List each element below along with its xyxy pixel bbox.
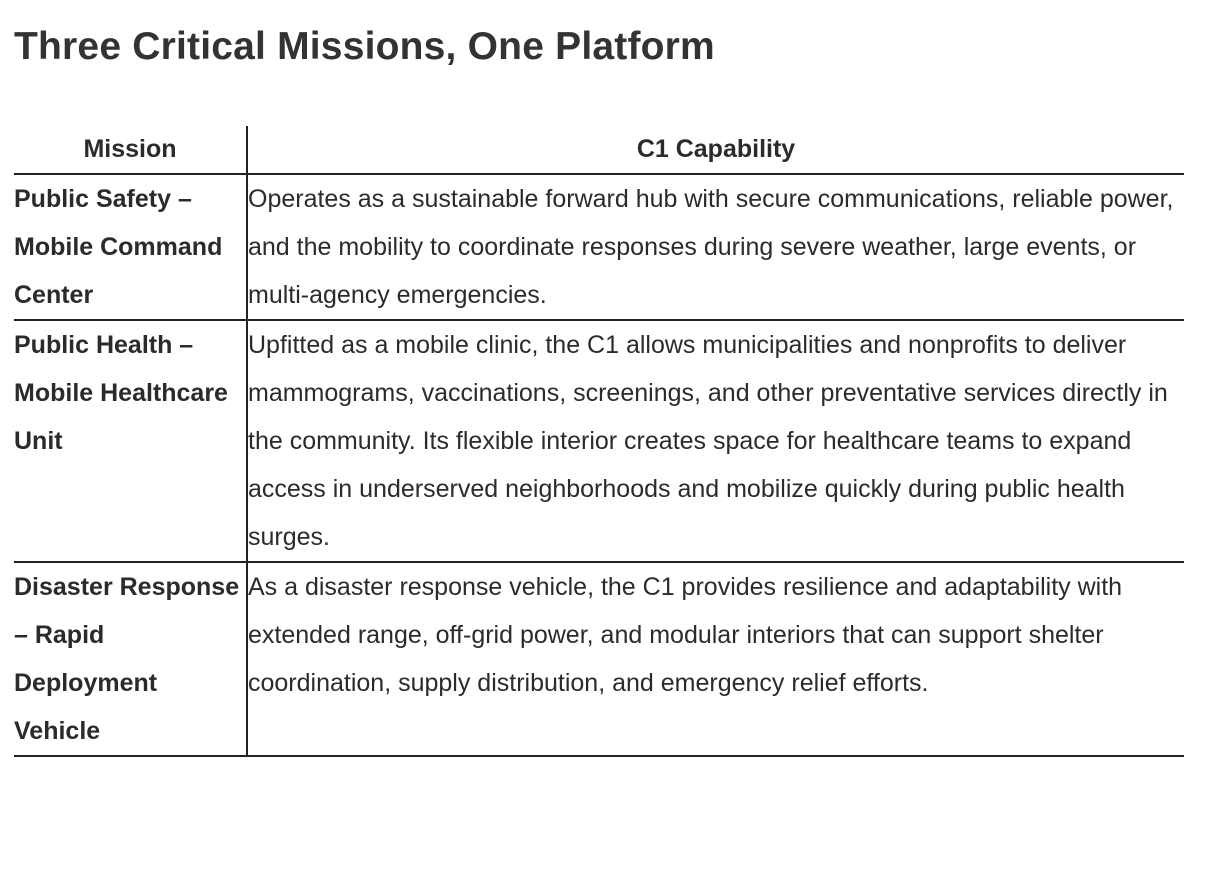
capability-cell: Upfitted as a mobile clinic, the C1 allows municipalities and nonprofits to deliver mammograms, vaccinations, screenings, and other preventative services directly in the community. Its flexible interior creates space for healthcare teams to expand access in underserved neighborhoods and mobilize quickly during public health surges.: [247, 320, 1184, 562]
column-header-mission: Mission: [14, 126, 247, 174]
mission-cell: Disaster Response – Rapid Deployment Vehicle: [14, 562, 247, 756]
table-row: [14, 174, 1184, 320]
capability-cell: Operates as a sustainable forward hub with secure communications, reliable power, and the mobility to coordinate responses during severe weather, large events, or multi-agency emergencies.: [247, 174, 1184, 320]
capability-cell: As a disaster response vehicle, the C1 provides resilience and adaptability with extended range, off-grid power, and modular interiors that can support shelter coordination, supply distribution, and emergency relief efforts.: [247, 562, 1184, 756]
mission-cell: Public Health – Mobile Healthcare Unit: [14, 320, 247, 562]
table-header-row: [14, 126, 1184, 174]
page-title: Three Critical Missions, One Platform: [14, 25, 715, 68]
column-header-capability: C1 Capability: [247, 126, 1184, 174]
mission-cell: Public Safety – Mobile Command Center: [14, 174, 247, 320]
table-row: [14, 562, 1184, 756]
missions-table: [14, 126, 1184, 757]
table-row: [14, 320, 1184, 562]
